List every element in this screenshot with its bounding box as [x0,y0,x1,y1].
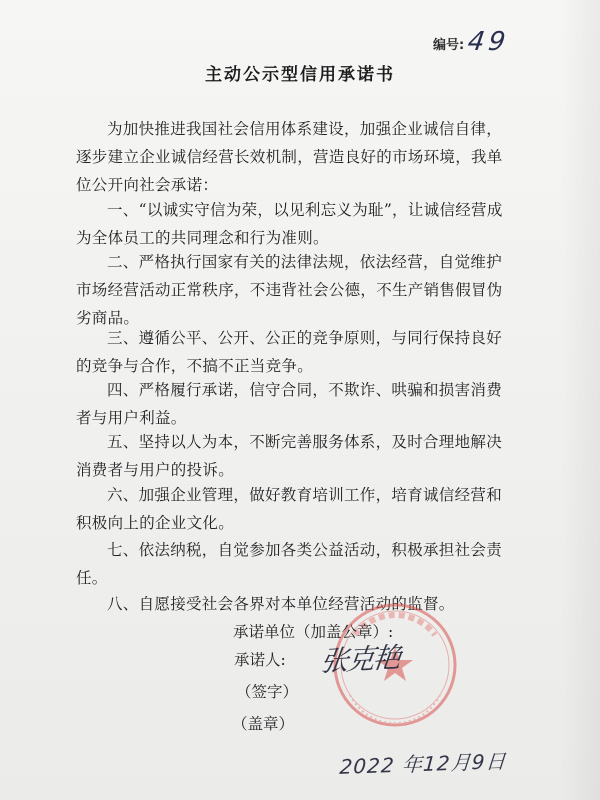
clause-5: 五、坚持以人为本，不断完善服务体系，及时合理地解决消费者与用户的投诉。 [76,433,503,479]
clause-2: 二、严格执行国家有关的法律法规，依法经营，自觉维护市场经营活动正常秩序，不违背社会公德，不生产销售假冒伪劣商品。 [76,253,503,327]
seal-unit-label: 承诺单位（加盖公章）: [233,623,394,641]
serial-number-area [433,27,512,57]
clause-1: 一、“以诚实守信为荣，以见利忘义为耻”，让诚信经营成为全体员工的共同理念和行为准则。 [76,201,503,247]
intro-paragraph: 为加快推进我国社会信用体系建设，加强企业诚信自律，逐步建立企业诚信经营长效机制，营造良好的市场环境，我单位公开向社会承诺： [76,120,503,194]
clause-8: 八、自愿接受社会各界对本单位经营活动的监督。 [107,595,455,613]
page-edge-shadow [560,0,600,800]
serial-label: 编号: [433,38,465,53]
clause-7: 七、依法纳税，自觉参加各类公益活动，积极承担社会责任。 [76,541,503,587]
clause-4: 四、严格履行承诺，信守合同，不欺诈、哄骗和损害消费者与用户利益。 [76,381,503,427]
document-title: 主动公示型信用承诺书 [205,65,395,85]
stamp-note: （盖章） [232,715,295,733]
clause-3: 三、遵循公平、公开、公正的竞争原则，与同行保持良好的竞争与合作，不搞不正当竞争。 [76,329,503,375]
clause-6: 六、加强企业管理，做好教育培训工作，培育诚信经营和积极向上的企业文化。 [76,486,503,532]
sign-note: （签字） [236,683,299,701]
handwritten-date: 2022 年12月9日 [338,749,508,779]
promiser-label: 承诺人: [234,651,286,669]
handwritten-signature: 张克艳 [318,640,402,679]
serial-number-handwritten: 49 [466,27,512,57]
